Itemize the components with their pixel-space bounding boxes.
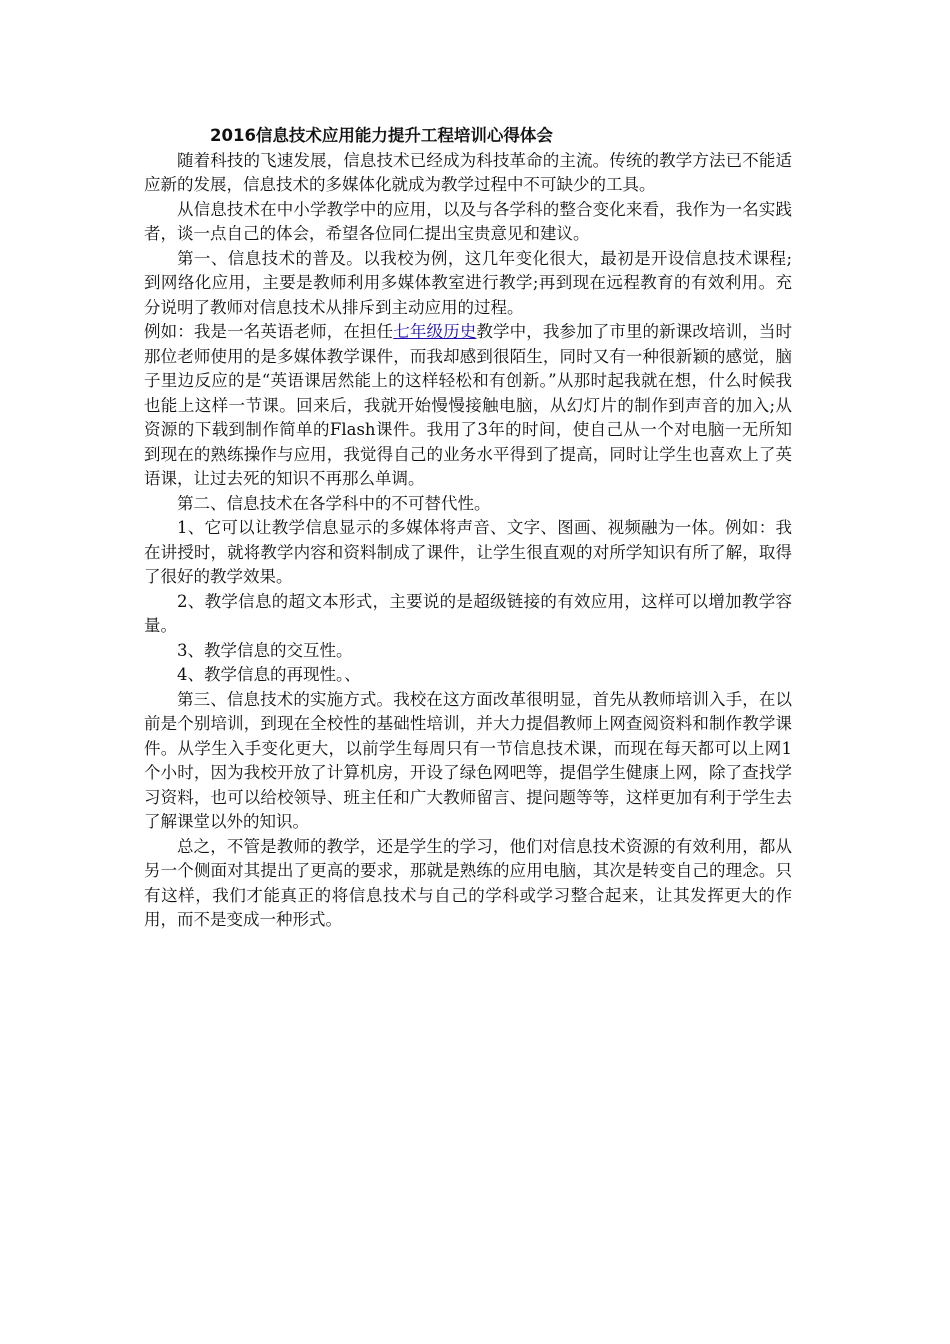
paragraph-conclusion: 总之，不管是教师的教学，还是学生的学习，他们对信息技术资源的有效利用，都从另一个侧面对其提出了更高的要求，那就是熟练的应用电脑，其次是转变自己的理念。只有这样，我们才能真正的将信息技术与自己的学科或学习整合起来，让其发挥更大的作用，而不是变成一种形式。 — [144, 836, 792, 929]
paragraph-intro: 随着科技的飞速发展，信息技术已经成为科技革命的主流。传统的教学方法已不能适应新的发展，信息技术的多媒体化就成为教学过程中不可缺少的工具。 — [144, 150, 792, 194]
document-body — [144, 124, 792, 933]
paragraph-item-3: 3、教学信息的交互性。 — [177, 640, 353, 660]
paragraph-third-point: 第三、信息技术的实施方式。我校在这方面改革很明显，首先从教师培训入手，在以前是个别培训，到现在全校性的基础性培训，并大力提倡教师上网查阅资料和制作教学课件。从学生入手变化更大，以前学生每周只有一节信息技术课，而现在每天都可以上网1个小时，因为我校开放了计算机房，开设了绿色网吧等，提倡学生健康上网，除了查找学习资料，也可以给校领导、班主任和广大教师留言、提问题等等，这样更加有利于学生去了解课堂以外的知识。 — [144, 689, 792, 831]
paragraph-item-4: 4、教学信息的再现性。、 — [177, 665, 361, 684]
paragraph-item-2: 2、教学信息的超文本形式，主要说的是超级链接的有效应用，这样可以增加教学容量。 — [144, 591, 792, 635]
paragraph-item-1: 1、它可以让教学信息显示的多媒体将声音、文字、图画、视频融为一体。例如：我在讲授时，就将教学内容和资料制成了课件，让学生很直观的对所学知识有所了解，取得了很好的教学效果。 — [144, 518, 792, 586]
grade-seven-history-link[interactable]: 七年级历史 — [393, 322, 477, 341]
example-text-after-link: 教学中，我参加了市里的新课改培训，当时那位老师使用的是多媒体教学课件，而我却感到很陌生，同时又有一种很新颖的感觉，脑子里边反应的是“英语课居然能上的这样轻松和有创新。”从那时起我就在想，什么时候我也能上这样一节课。回来后，我就开始慢慢接触电脑，从幻灯片的制作到声音的加入;从资源的下载到制作简单的Flash课件。我用了3年的时间，使自己从一个对电脑一无所知到现在的熟练操作与应用，我觉得自己的业务水平得到了提高，同时让学生也喜欢上了英语课，让过去死的知识不再那么单调。 — [144, 322, 793, 488]
document-title: 2016信息技术应用能力提升工程培训心得体会 — [210, 126, 553, 145]
paragraph-second-point: 第二、信息技术在各学科中的不可替代性。 — [177, 493, 491, 513]
example-text-before-link: 例如：我是一名英语老师，在担任 — [144, 322, 394, 341]
paragraph-example — [144, 320, 792, 492]
paragraph-first-point: 第一、信息技术的普及。以我校为例，这几年变化很大，最初是开设信息技术课程;到网络化应用，主要是教师利用多媒体教室进行教学;再到现在远程教育的有效利用。充分说明了教师对信息技术从排斥到主动应用的过程。 — [144, 248, 792, 317]
paragraph-context: 从信息技术在中小学教学中的应用，以及与各学科的整合变化来看，我作为一名实践者，谈一点自己的体会，希望各位同仁提出宝贵意见和建议。 — [144, 199, 792, 243]
